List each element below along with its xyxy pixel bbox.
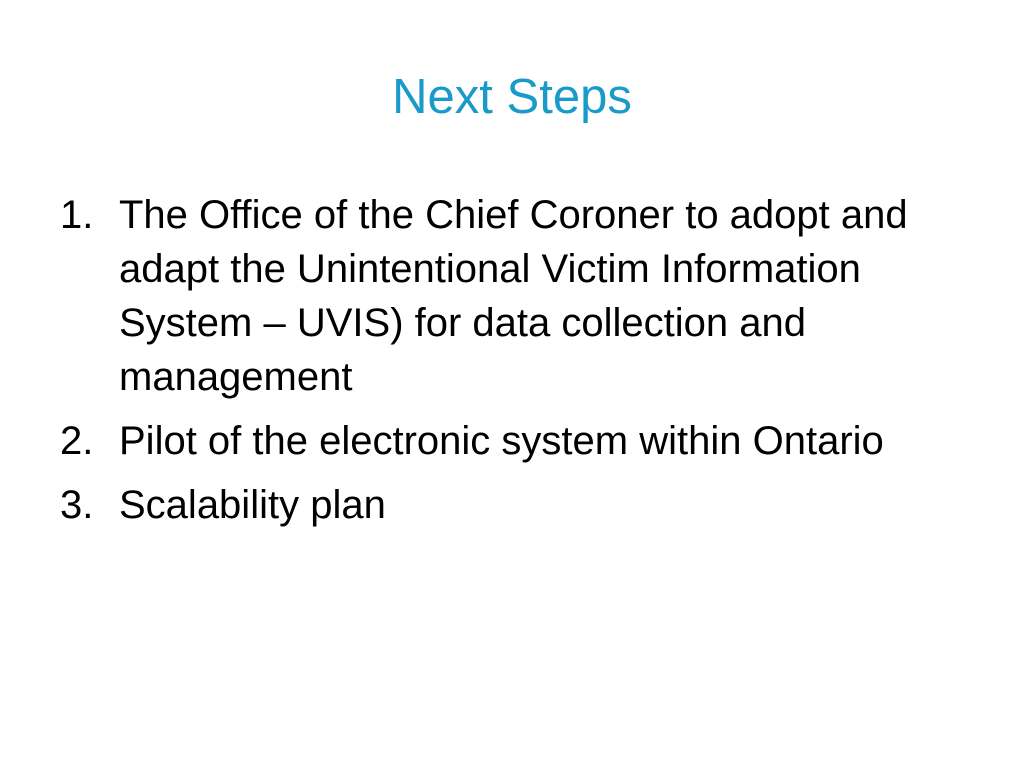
step-item-3	[60, 478, 960, 532]
step-text: The Office of the Chief Coroner to adopt and adapt the Unintentional Victim Information System – UVIS) for data collection and management	[119, 193, 908, 399]
step-number: 1.	[60, 193, 94, 237]
step-item-1	[60, 188, 960, 404]
step-number: 3.	[60, 483, 94, 527]
step-text: Scalability plan	[119, 483, 386, 527]
steps-list	[60, 188, 960, 542]
step-text: Pilot of the electronic system within Ontario	[119, 419, 884, 463]
slide-title: Next Steps	[392, 70, 632, 124]
step-item-2	[60, 414, 960, 468]
step-number: 2.	[60, 419, 94, 463]
